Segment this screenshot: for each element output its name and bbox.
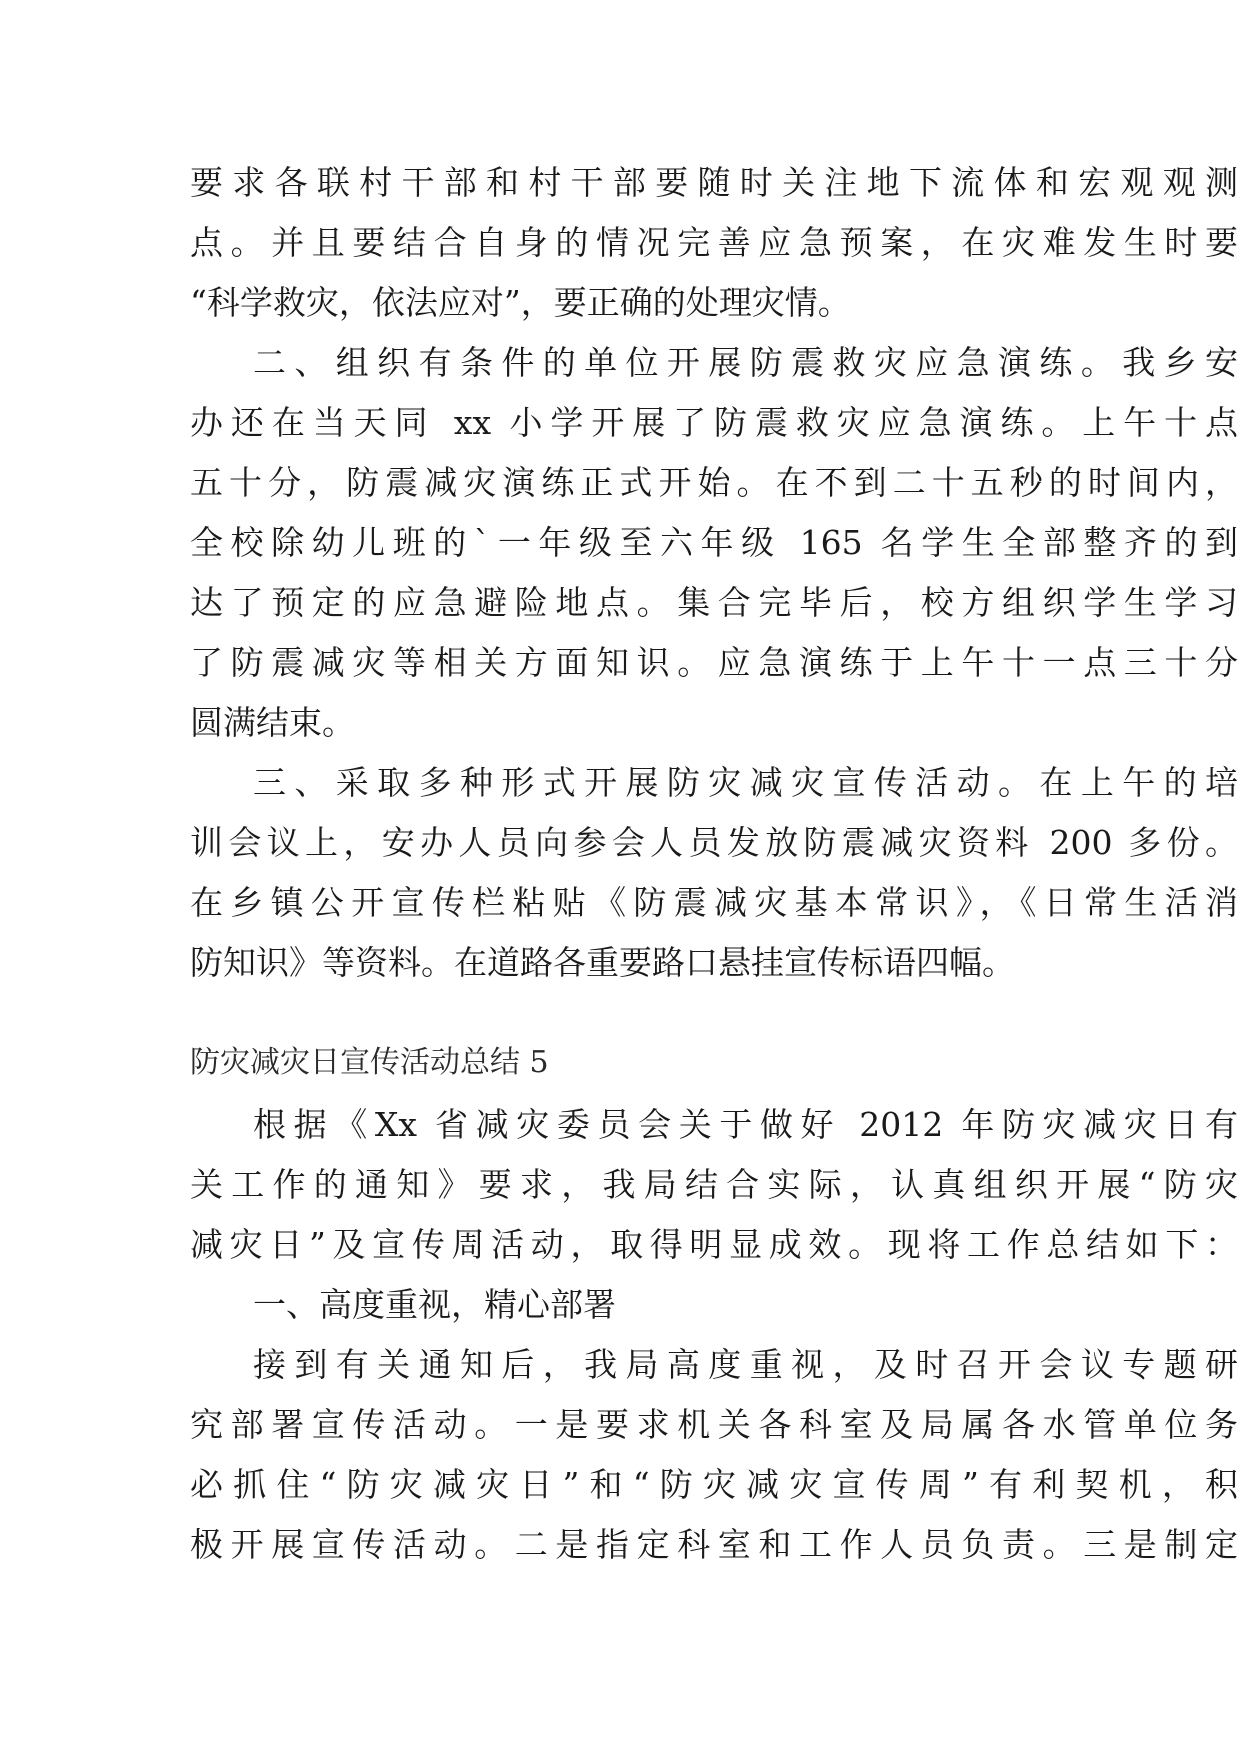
paragraph-line: 达了预定的应急避险地点。集合完毕后，校方组织学生学习 [190,583,1238,622]
paragraph-line: 五十分，防震减灾演练正式开始。在不到二十五秒的时间内， [190,463,1238,502]
subsection-heading: 一、高度重视，精心部署 [253,1285,616,1324]
paragraph-line: 究部署宣传活动。一是要求机关各科室及局属各水管单位务 [190,1405,1238,1444]
paragraph-line: 在乡镇公开宣传栏粘贴《防震减灾基本常识》，《日常生活消 [190,883,1238,922]
paragraph-line: 关工作的通知》要求，我局结合实际，认真组织开展“防灾 [190,1165,1238,1204]
section-three-line: 三、采取多种形式开展防灾减灾宣传活动。在上午的培 [253,763,1238,802]
paragraph-line: 圆满结束。 [190,703,355,742]
paragraph-line: 接到有关通知后，我局高度重视，及时召开会议专题研 [253,1345,1238,1384]
paragraph-line: 全校除幼儿班的`一年级至六年级 165 名学生全部整齐的到 [190,523,1238,562]
paragraph-line: 根据《Xx 省减灾委员会关于做好 2012 年防灾减灾日有 [253,1105,1238,1144]
paragraph-line: 了防震减灾等相关方面知识。应急演练于上午十一点三十分 [190,643,1238,682]
paragraph-line: 训会议上，安办人员向参会人员发放防震减灾资料 200 多份。 [190,823,1238,862]
paragraph-line: 极开展宣传活动。二是指定科室和工作人员负责。三是制定 [190,1525,1238,1564]
paragraph-line: 办还在当天同 xx 小学开展了防震救灾应急演练。上午十点 [190,403,1238,442]
paragraph-line: “科学救灾，依法应对”，要正确的处理灾情。 [190,283,851,322]
paragraph-line: 减灾日”及宣传周活动，取得明显成效。现将工作总结如下： [190,1225,1238,1264]
paragraph-line: 要求各联村干部和村干部要随时关注地下流体和宏观观测 [190,163,1238,202]
paragraph-line: 点。并且要结合自身的情况完善应急预案，在灾难发生时要 [190,223,1238,262]
section-heading: 防灾减灾日宣传活动总结 5 [190,1045,549,1080]
paragraph-line: 防知识》等资料。在道路各重要路口悬挂宣传标语四幅。 [190,943,1015,982]
section-two-line: 二、组织有条件的单位开展防震救灾应急演练。我乡安 [253,343,1238,382]
paragraph-line: 必抓住“防灾减灾日”和“防灾减灾宣传周”有利契机，积 [190,1465,1238,1504]
